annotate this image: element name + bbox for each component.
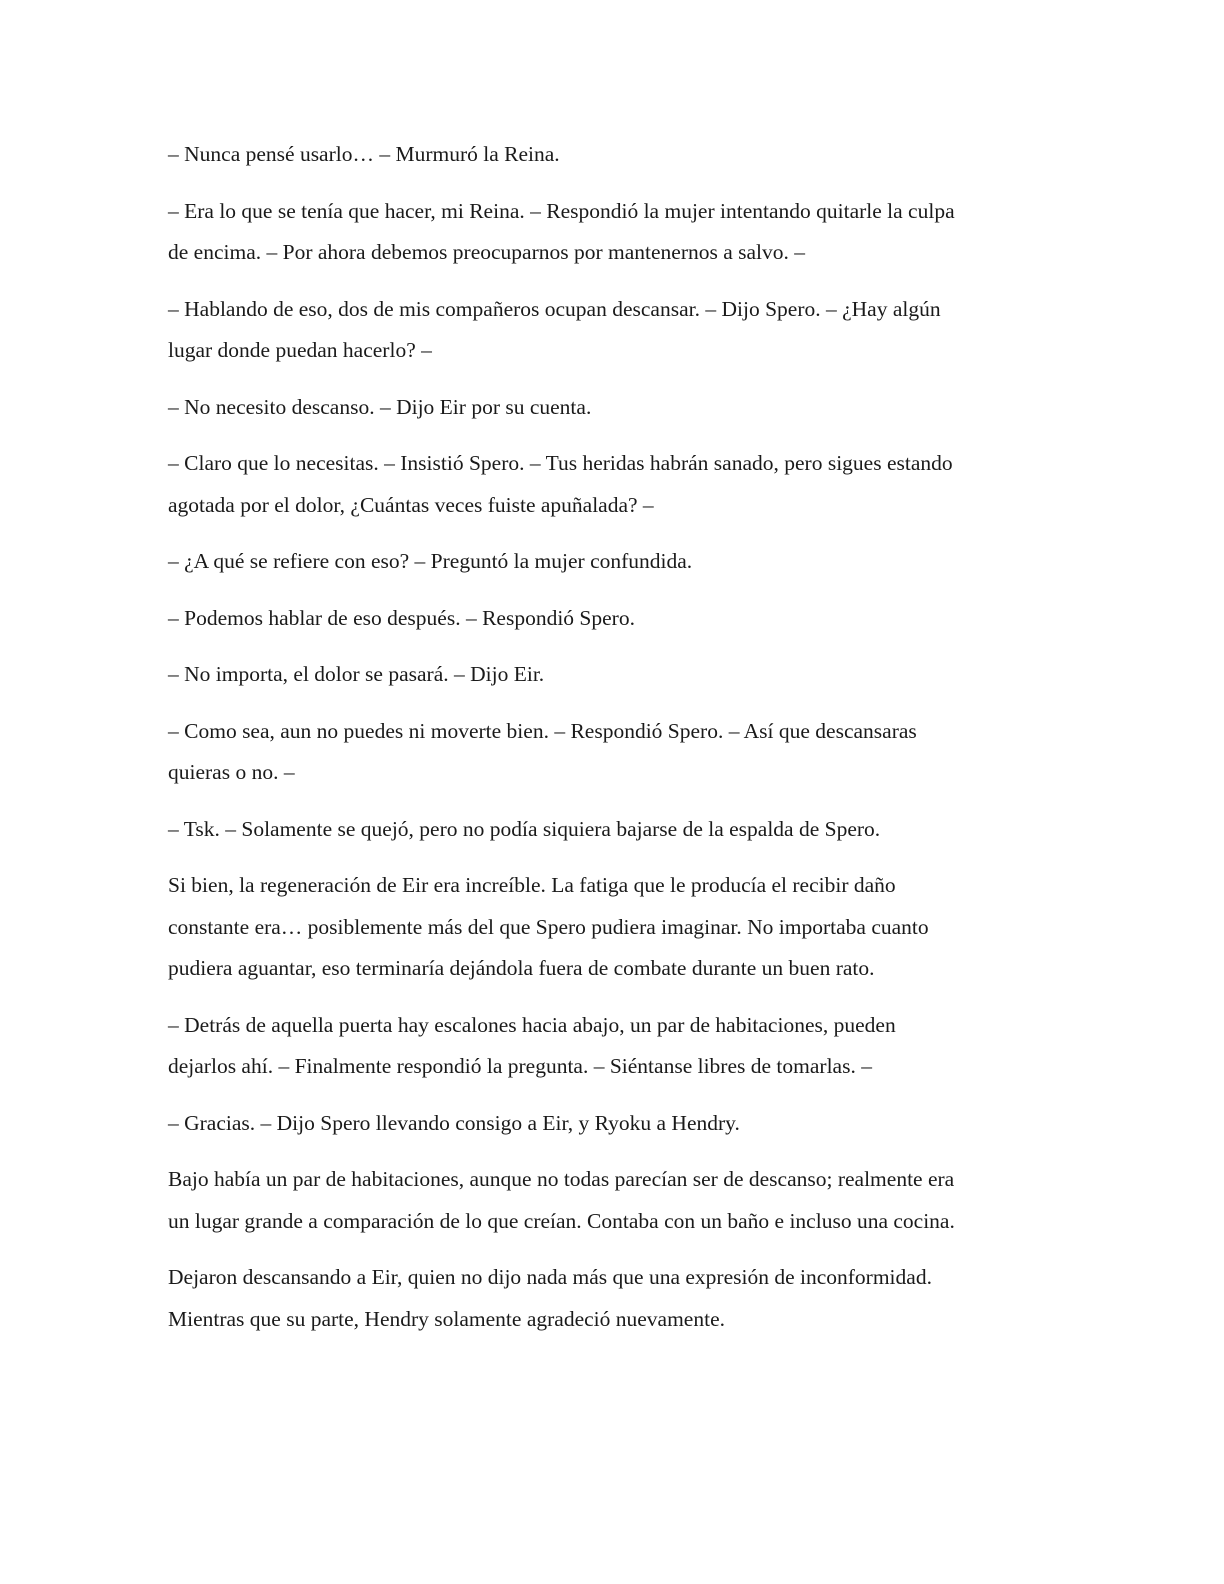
text-line: pudiera aguantar, eso terminaría dejándola fuera de combate durante un buen rato. xyxy=(168,956,875,980)
text-line: – Nunca pensé usarlo… – Murmuró la Reina. xyxy=(168,142,560,166)
text-line: – Era lo que se tenía que hacer, mi Reina. – Respondió la mujer intentando quitarle la culpa xyxy=(168,198,955,223)
paragraph xyxy=(168,1257,1048,1340)
paragraph xyxy=(168,598,1048,640)
text-line: – Como sea, aun no puedes ni moverte bien. – Respondió Spero. – Así que descansaras xyxy=(168,718,917,743)
text-line: de encima. – Por ahora debemos preocuparnos por mantenernos a salvo. – xyxy=(168,240,806,264)
paragraph xyxy=(168,191,1048,274)
paragraph xyxy=(168,654,1048,696)
paragraph xyxy=(168,443,1048,526)
text-line: un lugar grande a comparación de lo que creían. Contaba con un baño e incluso una cocina. xyxy=(168,1208,955,1233)
text-line: – Detrás de aquella puerta hay escalones hacia abajo, un par de habitaciones, pueden xyxy=(168,1012,896,1037)
paragraph xyxy=(168,541,1048,583)
text-line: quieras o no. – xyxy=(168,760,295,784)
text-line: – No importa, el dolor se pasará. – Dijo Eir. xyxy=(168,662,545,686)
text-line: Dejaron descansando a Eir, quien no dijo nada más que una expresión de inconformidad. xyxy=(168,1265,932,1289)
paragraph xyxy=(168,809,1048,851)
text-line: agotada por el dolor, ¿Cuántas veces fuiste apuñalada? – xyxy=(168,492,654,517)
text-line: constante era… posiblemente más del que Spero pudiera imaginar. No importaba cuanto xyxy=(168,914,929,939)
text-line: lugar donde puedan hacerlo? – xyxy=(168,338,432,362)
paragraph xyxy=(168,289,1048,372)
text-line: – Claro que lo necesitas. – Insistió Spero. – Tus heridas habrán sanado, pero sigues estando xyxy=(168,451,953,475)
paragraph xyxy=(168,865,1048,990)
text-line: – No necesito descanso. – Dijo Eir por su cuenta. xyxy=(168,394,592,419)
paragraph xyxy=(168,1005,1048,1088)
text-line: Mientras que su parte, Hendry solamente agradeció nuevamente. xyxy=(168,1306,725,1331)
paragraph xyxy=(168,1159,1048,1242)
paragraph xyxy=(168,1103,1048,1145)
text-line: Si bien, la regeneración de Eir era increíble. La fatiga que le producía el recibir daño xyxy=(168,873,896,897)
text-line: – Hablando de eso, dos de mis compañeros ocupan descansar. – Dijo Spero. – ¿Hay algún xyxy=(168,296,941,321)
paragraph xyxy=(168,711,1048,794)
text-line: Bajo había un par de habitaciones, aunque no todas parecían ser de descanso; realmente era xyxy=(168,1167,955,1191)
text-line: – Gracias. – Dijo Spero llevando consigo a Eir, y Ryoku a Hendry. xyxy=(168,1110,740,1135)
text-line: dejarlos ahí. – Finalmente respondió la pregunta. – Siéntanse libres de tomarlas. – xyxy=(168,1054,872,1078)
body-text xyxy=(168,134,1048,1355)
text-line: – Podemos hablar de eso después. – Respondió Spero. xyxy=(168,605,635,630)
paragraph xyxy=(168,387,1048,429)
text-line: – Tsk. – Solamente se quejó, pero no podía siquiera bajarse de la espalda de Spero. xyxy=(168,816,881,841)
text-line: – ¿A qué se refiere con eso? – Preguntó la mujer confundida. xyxy=(168,549,693,573)
paragraph xyxy=(168,134,1048,176)
